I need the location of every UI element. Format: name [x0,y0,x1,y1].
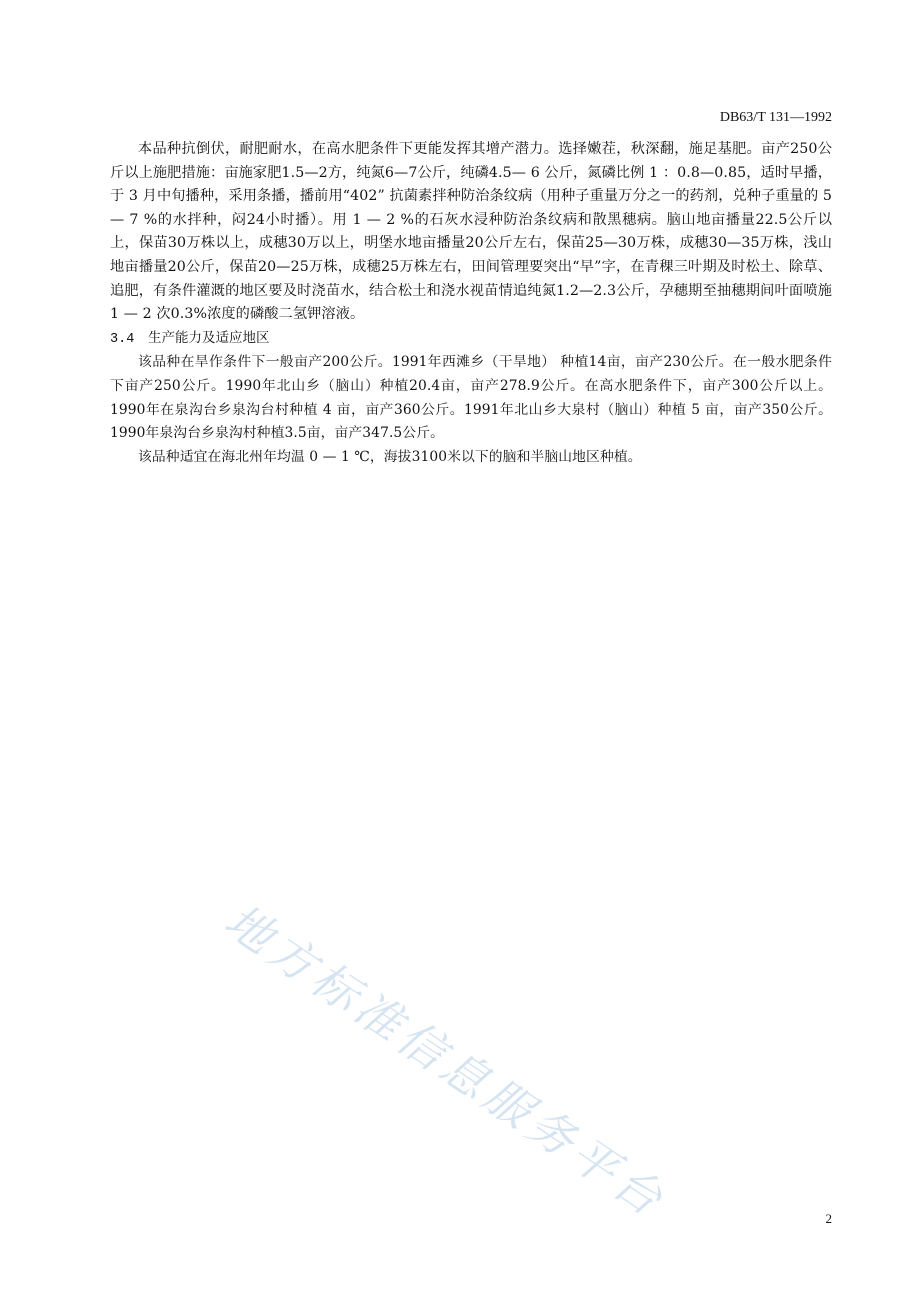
section-heading [110,327,832,352]
page-number: 2 [825,1211,832,1226]
section-number: 3.4 [110,331,135,347]
section-title: 生产能力及适应地区 [148,329,270,346]
watermark: 地方标准信息服务平台 [215,893,677,1229]
document-code: DB63/T 131—1992 [719,110,832,125]
paragraph-yield: 该品种在旱作条件下一般亩产200公斤。1991年西滩乡（干旱地） 种植14亩，亩产230公斤。在一般水肥条件下亩产250公斤。1990年北山乡（脑山）种植20.4亩，亩产278.9公斤。在高水肥条件下，亩产300公斤以上。1990年在泉沟台乡泉沟台村种植 4 亩，亩产360公斤。1991年北山乡大泉村（脑山）种植 5 亩，亩产350公斤。1990年泉沟台乡泉沟村种植3.5亩，亩产347.5公斤。 [110,354,832,442]
paragraph-region: 该品种适宜在海北州年均温 0 — 1 ℃，海拔3100米以下的脑和半脑山地区种植。 [138,448,642,465]
paragraph-cultivation: 本品种抗倒伏，耐肥耐水，在高水肥条件下更能发挥其增产潜力。选择嫩茬，秋深翻，施足基肥。亩产250公斤以上施肥措施：亩施家肥1.5—2方，纯氮6—7公斤，纯磷4.5— 6 公斤，氮磷比例 1 ：0.8—0.85，适时早播，于 3 月中旬播种，采用条播，播前用“402” 抗菌素拌种防治条纹病（用种子重量万分之一的药剂，兑种子重量的 5 — 7 %的水拌种，闷24小时播）。用 1 — 2 %的石灰水浸种防治条纹病和散黑穗病。脑山地亩播量22.5公斤以上，保苗30万株以上，成穗30万以上，明堡水地亩播量20公斤左右，保苗25—30万株，成穗30—35万株，浅山地亩播量20公斤，保苗20—25万株，成穗25万株左右，田间管理要突出“早”字，在青稞三叶期及时松土、除草、追肥，有条件灌溉的地区要及时浇苗水，结合松土和浇水视苗情追纯氮1.2—2.3公斤，孕穗期至抽穗期间叶面喷施 1 — 2 次0.3%浓度的磷酸二氢钾溶液。 [110,141,832,323]
document-body [110,138,832,469]
